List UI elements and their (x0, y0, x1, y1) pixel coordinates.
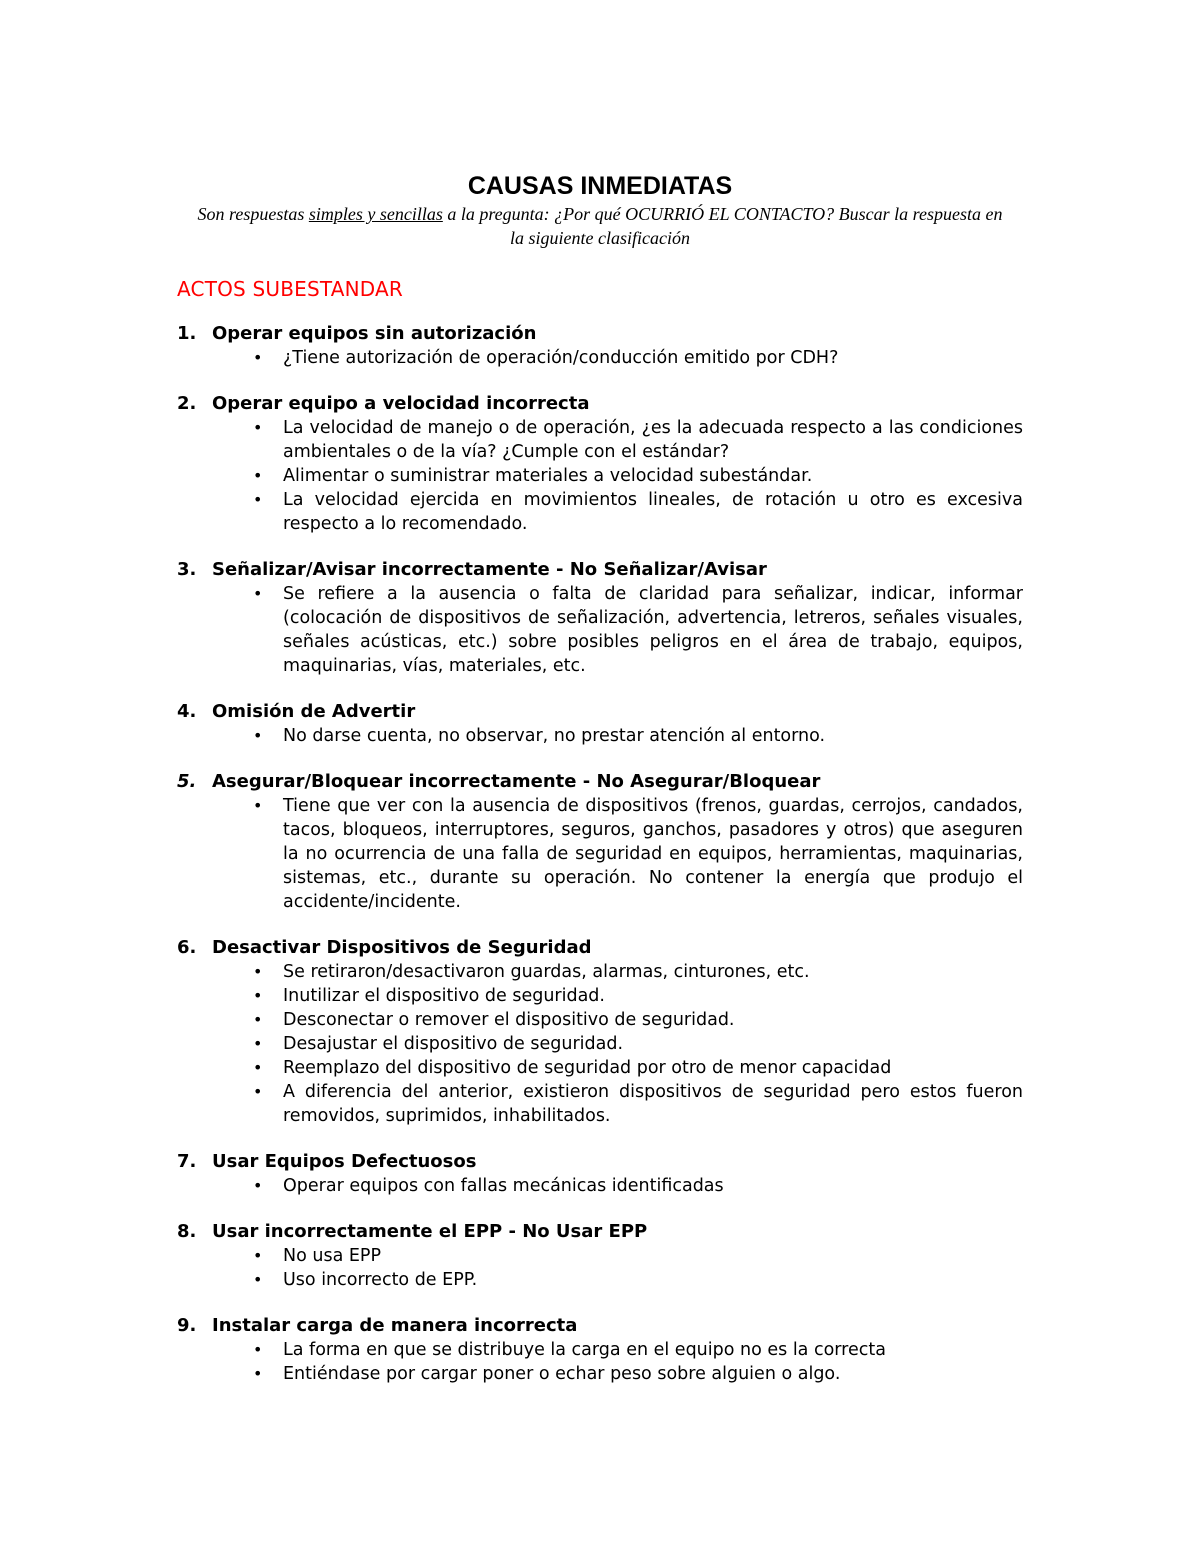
bullet-item (177, 960, 1023, 984)
list-item (177, 322, 1023, 370)
bullet-text: La velocidad ejercida en movimientos lineales, de rotación u otro es excesiva respecto a lo recomendado. (283, 490, 1023, 534)
bullet-icon: • (253, 1010, 263, 1029)
bullet-icon: • (253, 418, 263, 437)
list-item-heading (177, 936, 1023, 960)
bullet-icon: • (253, 348, 263, 367)
bullet-item (177, 346, 1023, 370)
bullet-item (177, 1338, 1023, 1362)
bullet-item (177, 724, 1023, 748)
bullet-text: Uso incorrecto de EPP. (283, 1270, 478, 1290)
bullet-item (177, 1244, 1023, 1268)
list-item-heading (177, 1150, 1023, 1174)
list-item-heading (177, 770, 1023, 794)
bullet-list (177, 346, 1023, 370)
section-title: ACTOS SUBESTANDAR (177, 277, 404, 301)
list-item-title: Usar Equipos Defectuosos (212, 1151, 477, 1172)
subtitle-text: Son respuestas (197, 204, 309, 224)
bullet-icon: • (253, 466, 263, 485)
bullet-icon: • (253, 1034, 263, 1053)
list-item-heading (177, 558, 1023, 582)
list-item (177, 392, 1023, 536)
list-item-number: 6. (177, 937, 197, 958)
list-item-number: 2. (177, 393, 197, 414)
list-item-heading (177, 1314, 1023, 1338)
bullet-list (177, 582, 1023, 678)
bullet-item (177, 1008, 1023, 1032)
bullet-list (177, 1244, 1023, 1292)
bullet-text: Desajustar el dispositivo de seguridad. (283, 1034, 624, 1054)
list-item (177, 1220, 1023, 1292)
bullet-list (177, 724, 1023, 748)
bullet-icon: • (253, 962, 263, 981)
bullet-item (177, 1056, 1023, 1080)
list-item-number: 4. (177, 701, 197, 722)
bullet-item (177, 1080, 1023, 1128)
bullet-icon: • (253, 1270, 263, 1289)
bullet-item (177, 416, 1023, 464)
list-item-number: 7. (177, 1151, 197, 1172)
list-item-number: 1. (177, 323, 197, 344)
bullet-icon: • (253, 986, 263, 1005)
subtitle-underlined-text: simples y sencillas (308, 204, 443, 224)
list-item-number: 8. (177, 1221, 197, 1242)
bullet-text: La velocidad de manejo o de operación, ¿es la adecuada respecto a las condiciones ambientales o de la vía? ¿Cumple con el estándar? (283, 418, 1023, 462)
bullet-icon: • (253, 490, 263, 509)
list-item-title: Usar incorrectamente el EPP - No Usar EPP (212, 1221, 648, 1242)
bullet-text: ¿Tiene autorización de operación/conducción emitido por CDH? (283, 348, 839, 368)
list-item (177, 558, 1023, 678)
bullet-icon: • (253, 1364, 263, 1383)
list-item-title: Señalizar/Avisar incorrectamente - No Señalizar/Avisar (212, 559, 767, 580)
bullet-item (177, 984, 1023, 1008)
page-title: CAUSAS INMEDIATAS (467, 172, 733, 200)
bullet-item (177, 582, 1023, 678)
bullet-list (177, 794, 1023, 914)
bullet-icon: • (253, 1082, 263, 1101)
list-item-number: 3. (177, 559, 197, 580)
bullet-list (177, 416, 1023, 536)
list-item-title: Asegurar/Bloquear incorrectamente - No Asegurar/Bloquear (212, 771, 821, 792)
bullet-item (177, 488, 1023, 536)
list-item-heading (177, 700, 1023, 724)
bullet-item (177, 1032, 1023, 1056)
list-item-title: Omisión de Advertir (212, 701, 416, 722)
bullet-item (177, 464, 1023, 488)
bullet-icon: • (253, 1176, 263, 1195)
bullet-text: No darse cuenta, no observar, no prestar atención al entorno. (283, 726, 826, 746)
list-item (177, 1314, 1023, 1386)
bullet-list (177, 960, 1023, 1128)
list-item (177, 770, 1023, 914)
page-subtitle (190, 202, 1010, 250)
bullet-text: Alimentar o suministrar materiales a velocidad subestándar. (283, 466, 813, 486)
bullet-list (177, 1174, 1023, 1198)
bullet-text: A diferencia del anterior, existieron dispositivos de seguridad pero estos fueron removidos, suprimidos, inhabilitados. (283, 1082, 1023, 1126)
list-item (177, 1150, 1023, 1198)
list-item-title: Instalar carga de manera incorrecta (212, 1315, 578, 1336)
bullet-icon: • (253, 1058, 263, 1077)
bullet-icon: • (253, 796, 263, 815)
bullet-text: Desconectar o remover el dispositivo de seguridad. (283, 1010, 735, 1030)
list-item (177, 700, 1023, 748)
bullet-icon: • (253, 726, 263, 745)
bullet-text: La forma en que se distribuye la carga en el equipo no es la correcta (283, 1340, 886, 1360)
bullet-text: Tiene que ver con la ausencia de dispositivos (frenos, guardas, cerrojos, candados, tacos, bloqueos, interruptores, seguros, ganchos, pasadores y otros) que aseguren la no ocurrencia de una falla de seguridad en equipos, herramientas, maquinarias, sistemas, etc., durante su operación. No contener la energía que produjo el accidente/incidente. (283, 796, 1023, 912)
bullet-list (177, 1338, 1023, 1386)
list-item-heading (177, 392, 1023, 416)
bullet-icon: • (253, 1340, 263, 1359)
bullet-item (177, 1362, 1023, 1386)
bullet-item (177, 794, 1023, 914)
bullet-text: Entiéndase por cargar poner o echar peso sobre alguien o algo. (283, 1364, 841, 1384)
list-item (177, 936, 1023, 1128)
bullet-text: Inutilizar el dispositivo de seguridad. (283, 986, 605, 1006)
bullet-text: Se refiere a la ausencia o falta de claridad para señalizar, indicar, informar (colocación de dispositivos de señalización, advertencia, letreros, señales visuales, señales acústicas, etc.) sobre posibles peligros en el área de trabajo, equipos, maquinarias, vías, materiales, etc. (283, 584, 1023, 676)
list-item-heading (177, 1220, 1023, 1244)
bullet-text: Se retiraron/desactivaron guardas, alarmas, cinturones, etc. (283, 962, 810, 982)
list-item-title: Operar equipos sin autorización (212, 323, 537, 344)
bullet-text: Reemplazo del dispositivo de seguridad por otro de menor capacidad (283, 1058, 892, 1078)
list-item-title: Desactivar Dispositivos de Seguridad (212, 937, 592, 958)
list-item-title: Operar equipo a velocidad incorrecta (212, 393, 590, 414)
list-item-heading (177, 322, 1023, 346)
bullet-item (177, 1268, 1023, 1292)
bullet-item (177, 1174, 1023, 1198)
bullet-text: Operar equipos con fallas mecánicas identificadas (283, 1176, 724, 1196)
subtitle-text: a la pregunta: ¿Por qué OCURRIÓ EL CONTACTO? Buscar la respuesta en la siguiente clasificación (442, 204, 1003, 248)
numbered-list (177, 322, 1023, 1408)
bullet-text: No usa EPP (283, 1246, 382, 1266)
list-item-number: 5. (177, 771, 197, 792)
bullet-icon: • (253, 584, 263, 603)
list-item-number: 9. (177, 1315, 197, 1336)
bullet-icon: • (253, 1246, 263, 1265)
